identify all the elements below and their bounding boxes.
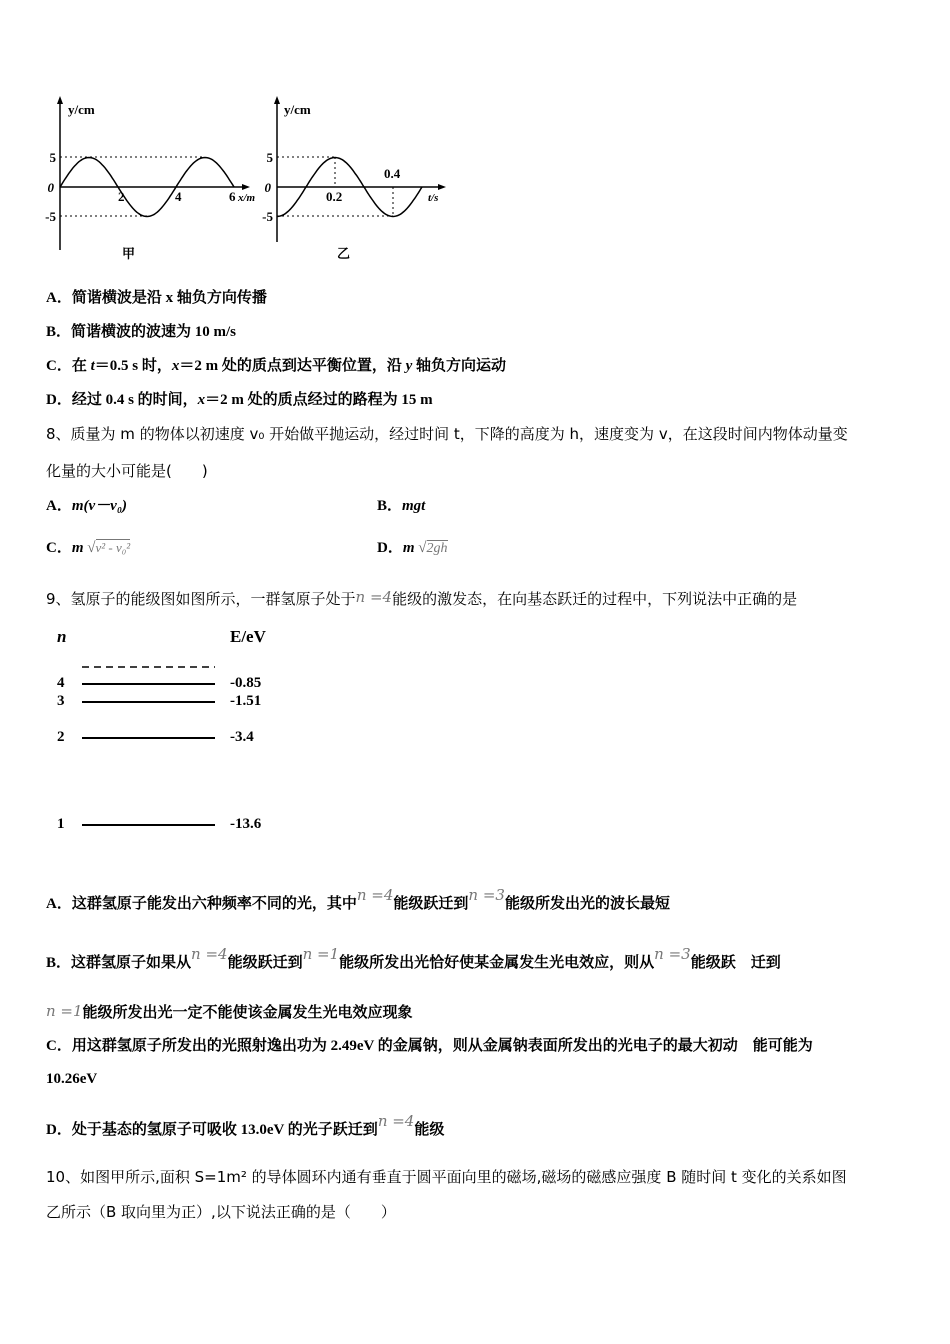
tick-label: -5: [262, 209, 273, 224]
math: n =4: [355, 588, 393, 606]
q10-stem-line2: 乙所示（B 取向里为正）,以下说法正确的是（ ）: [46, 1203, 396, 1221]
var: x: [171, 358, 180, 374]
radicand: 2gh: [426, 541, 448, 556]
x-axis-arrow-icon: [242, 184, 250, 190]
q7-option-c: [46, 354, 506, 375]
level-energy: -3.4: [230, 729, 254, 745]
t-axis-arrow-icon: [438, 184, 446, 190]
text: C．在: [46, 358, 91, 374]
math: n =3: [468, 886, 505, 904]
y-label: y/cm: [284, 102, 311, 117]
q9-option-b-cont: [46, 1001, 413, 1022]
text: 能级: [414, 1122, 445, 1138]
q9-option-c-cont: 10.26eV: [46, 1071, 98, 1087]
n-header: n: [57, 627, 67, 646]
text: ＝2 m 处的质点到达平衡位置，沿: [179, 358, 406, 374]
level-energy: -0.85: [230, 675, 262, 691]
expr: m(v－v₀): [71, 498, 128, 514]
caption: 乙: [337, 246, 351, 261]
var: t: [90, 358, 95, 374]
expr: mgt: [402, 498, 426, 514]
text: ＝0.5 s 时，: [94, 358, 172, 374]
text: A．这群氢原子能发出六种频率不同的光，其中: [46, 896, 357, 912]
tick-label: 5: [266, 150, 273, 165]
level-energy: -1.51: [230, 693, 262, 709]
q8-option-a: [46, 494, 127, 515]
text: 能级跃迁到: [393, 896, 469, 912]
var: x: [197, 392, 206, 408]
math: n =4: [377, 1112, 415, 1130]
wave-graph-jia: [45, 96, 255, 261]
q9-option-b: [46, 945, 781, 972]
label: A．: [46, 498, 72, 514]
sqrt-icon: √: [418, 540, 427, 556]
text: 能级所发出光一定不能使该金属发生光电效应现象: [82, 1005, 413, 1021]
label: C．: [46, 540, 72, 556]
tick-label: 2: [118, 189, 125, 204]
q10-stem-line1: 10、如图甲所示,面积 S=1m² 的导体圆环内通有垂直于圆平面向里的磁场,磁场的磁感应强度 B 随时间 t 变化的关系如图: [46, 1168, 847, 1186]
math: n =3: [654, 945, 691, 963]
q8-option-c: [46, 536, 130, 557]
sqrt-icon: √: [87, 540, 96, 556]
text: B．这群氢原子如果从: [46, 955, 192, 971]
energy-header: E/eV: [230, 627, 266, 646]
q8-option-d: [377, 536, 448, 557]
q9-option-a: [46, 886, 670, 913]
math: n =4: [356, 886, 394, 904]
tick-label: 4: [175, 189, 182, 204]
level-n: 4: [57, 675, 65, 691]
origin-label: 0: [264, 180, 271, 195]
expr: m: [71, 540, 84, 556]
text: D．经过 0.4 s 的时间，: [46, 392, 198, 408]
y-axis-arrow-icon: [274, 96, 280, 104]
tick-label: -5: [45, 209, 56, 224]
text: 轴负方向运动: [412, 358, 507, 374]
math: n =1: [46, 1002, 83, 1020]
q7-option-a: A．简谐横波是沿 x 轴负方向传播: [46, 290, 267, 306]
text: D．处于基态的氢原子可吸收 13.0eV 的光子跃迁到: [46, 1122, 378, 1138]
q8-stem-line2: 化量的大小可能是( ): [46, 462, 208, 480]
text: 9、氢原子的能级图如图所示，一群氢原子处于: [46, 590, 356, 608]
y-axis-arrow-icon: [57, 96, 63, 104]
tick-label: 0.2: [326, 189, 343, 204]
q9-stem: [46, 588, 797, 609]
energy-level-diagram: [82, 667, 215, 825]
text: ＝2 m 处的质点经过的路程为 15 m: [205, 392, 433, 408]
text: 能级所发出光恰好使某金属发生光电效应，则从: [339, 955, 655, 971]
caption: 甲: [122, 246, 136, 261]
level-energy: -13.6: [230, 816, 262, 832]
tick-label: 6: [229, 189, 236, 204]
var: y: [405, 358, 413, 374]
y-label: y/cm: [68, 102, 95, 117]
text: 能级所发出光的波长最短: [504, 896, 670, 912]
q9-option-d: [46, 1112, 445, 1139]
text: 能级的激发态，在向基态跃迁的过程中，下列说法中正确的是: [392, 590, 798, 608]
q8-stem-line1: 8、质量为 m 的物体以初速度 v₀ 开始做平抛运动，经过时间 t，下降的高度为 h，速度变为 v，在这段时间内物体动量变: [46, 425, 848, 443]
math: n =1: [302, 945, 340, 963]
level-n: 1: [57, 816, 65, 832]
q7-option-d: [46, 388, 433, 409]
level-n: 2: [57, 729, 65, 745]
tick-label: 5: [49, 150, 56, 165]
x-label: x/m: [238, 192, 256, 204]
text: 能级跃 迁到: [690, 955, 781, 971]
expr: m: [402, 540, 415, 556]
radicand: v² - v₀²: [95, 540, 131, 555]
q9-option-c: C．用这群氢原子所发出的光照射逸出功为 2.49eV 的金属钠，则从金属钠表面所发出的光电子的最大初动 能可能为: [46, 1038, 813, 1054]
label: D．: [377, 540, 403, 556]
q7-option-b: B．简谐横波的波速为 10 m/s: [46, 324, 237, 340]
q8-option-b: [377, 494, 425, 515]
label: B．: [377, 498, 403, 514]
origin-label: 0: [47, 180, 54, 195]
tick-label: 0.4: [384, 166, 401, 181]
t-label: t/s: [428, 192, 439, 204]
math: n =4: [191, 945, 228, 963]
level-n: 3: [57, 693, 65, 709]
wave-graph-yi: [262, 96, 446, 261]
text: 能级跃迁到: [227, 955, 303, 971]
